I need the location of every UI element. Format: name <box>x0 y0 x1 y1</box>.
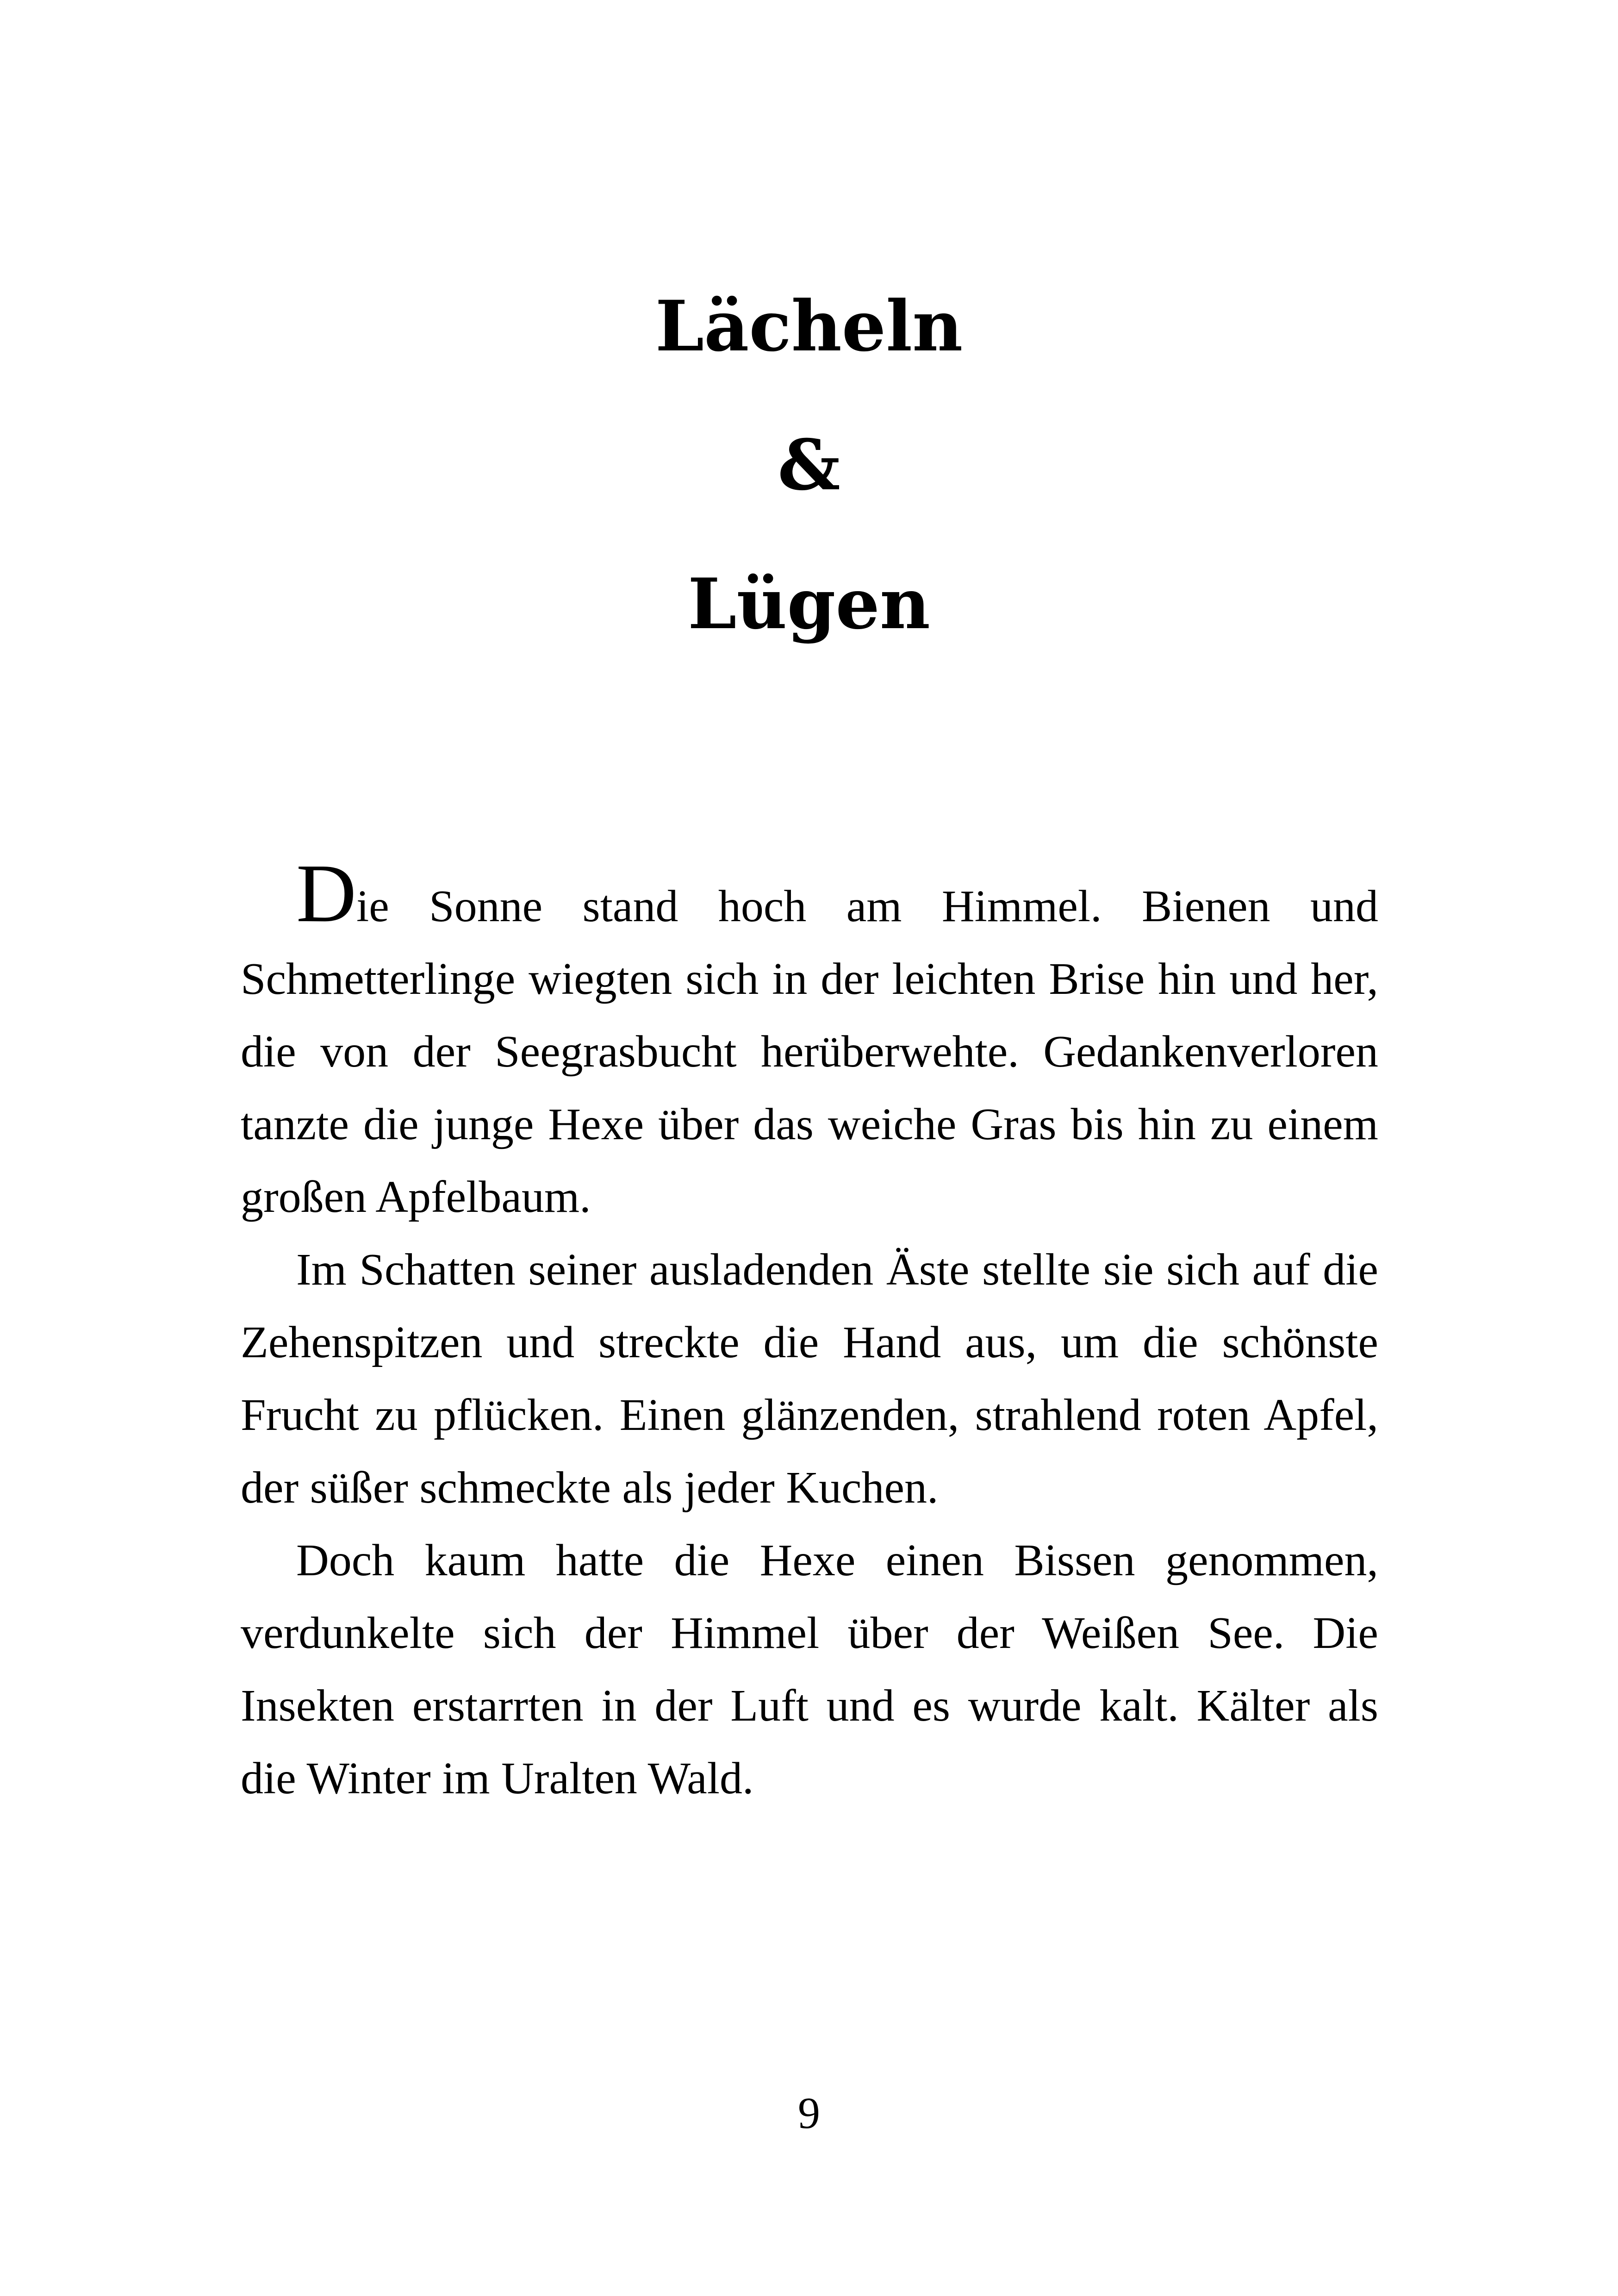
chapter-title-line-1: Lächeln <box>655 286 963 367</box>
paragraph-3: Doch kaum hatte die Hexe einen Bissen genommen, verdunkelte sich der Himmel über der Weißen See. Die Insekten erstarrten in der Luft und es wurde kalt. Kälter als die Winter im Uralten Wald. <box>241 1535 1378 1803</box>
drop-cap-initial: D <box>296 847 356 939</box>
paragraph-1 <box>241 847 1378 1234</box>
paragraph-2: Im Schatten seiner ausladenden Äste stellte sie sich auf die Zehenspitzen und streckte die Hand aus, um die schönste Frucht zu pflücken. Einen glänzenden, strahlend roten Apfel, der süßer schmeckte als jeder Kuchen. <box>241 1245 1378 1513</box>
paragraph-1-text: ie Sonne stand hoch am Himmel. Bienen und Schmetterlinge wiegten sich in der leichten Brise hin und her, die von der Seegrasbucht herüberwehte. Gedankenverloren tanzte die junge Hexe über das weiche Gras bis hin zu einem großen Apfelbaum. <box>241 881 1378 1222</box>
chapter-title-ampersand: & <box>778 424 840 506</box>
chapter-title-line-2: Lügen <box>688 563 930 645</box>
page-number: 9 <box>798 2088 820 2138</box>
chapter-body-text <box>241 847 1378 1815</box>
